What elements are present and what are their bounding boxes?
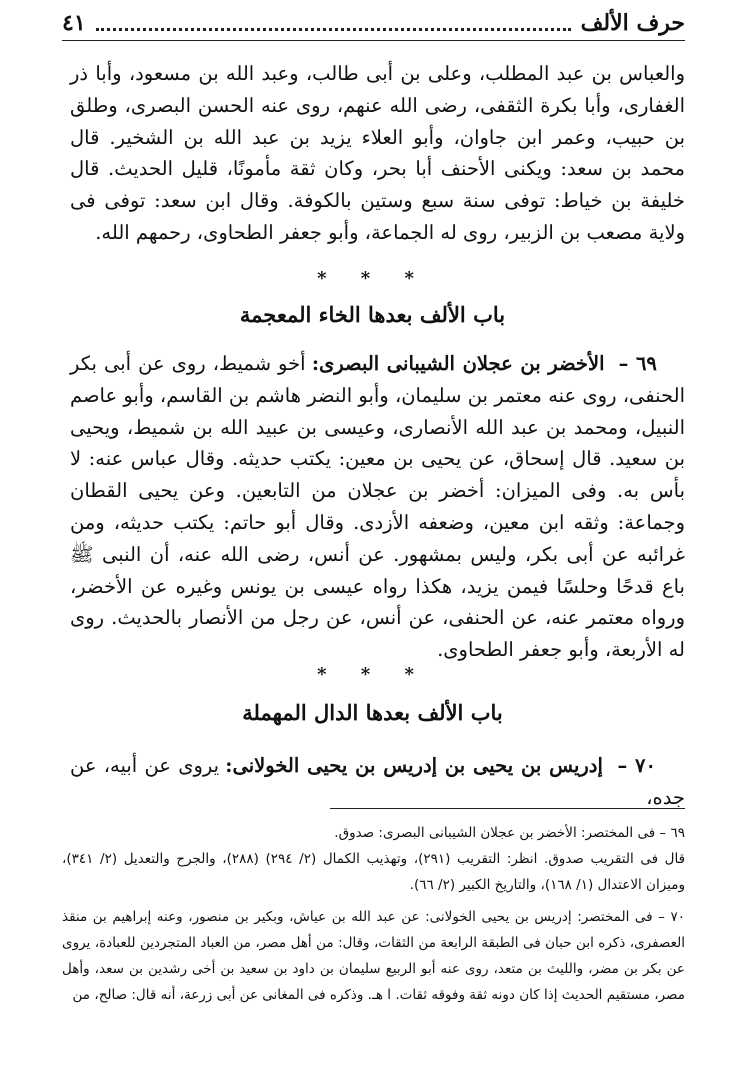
footnote-rule	[330, 808, 685, 809]
header-title: حرف الألف	[580, 10, 685, 36]
entry-name: إدريس بن يحيى بن إدريس بن يحيى الخولانى:	[225, 754, 603, 777]
section-separator: * * *	[317, 664, 428, 685]
page-number: ٤١	[62, 10, 86, 36]
entry-70	[70, 750, 685, 814]
header-rule	[62, 40, 685, 41]
entry-text: يروى عن أبيه، عن جده،	[70, 754, 685, 809]
entry-69	[70, 348, 685, 666]
header-dotted-leader	[96, 28, 571, 31]
footnotes	[62, 820, 685, 1014]
section-heading-kha: باب الألف بعدها الخاء المعجمة	[239, 302, 506, 327]
footnote-70	[62, 904, 685, 1008]
footnote-body: قال فى التقريب صدوق. انظر: التقريب (٢٩١)، وتهذيب الكمال (٢/ ٢٩٤) (٢٨٨)، والجرح والتعديل (٢/ ٣٤١)، وميزان الاعتدال (١/ ١٦٨)، والتاريخ الكبير (٢/ ٦٦).	[62, 851, 686, 893]
footnote-lead: ٦٩ – فى المختصر: الأخضر بن عجلان الشيبانى البصرى: صدوق.	[334, 825, 685, 841]
paragraph-continued: والعباس بن عبد المطلب، وعلى بن أبى طالب، وعبد الله بن مسعود، وأبا ذر الغفارى، وأبا بكرة الثقفى، رضى الله عنهم، روى عنه الحسن البصرى، وطلق بن حبيب، وعمر ابن جاوان، وأبو العلاء يزيد بن عبد الله بن الشخير. قال محمد بن سعد: ويكنى الأحنف أبا بحر، وكان ثقة مأمونًا، قليل الحديث. قال خليفة بن خياط: توفى سنة سبع وستين بالكوفة. وقال ابن سعد: توفى فى ولاية مصعب بن الزبير، روى له الجماعة، وأبو جعفر الطحاوى، رحمهم الله.	[70, 62, 685, 244]
section-heading-dal: باب الألف بعدها الدال المهملة	[242, 700, 503, 725]
running-header	[62, 6, 685, 40]
entry-text: أخو شميط، روى عن أبى بكر الحنفى، روى عنه معتمر بن سليمان، وأبو النضر هاشم بن القاسم، وأبو عاصم النبيل، ومحمد بن عبد الله الأنصارى، وعيسى بن عبيد الله بن شميط، ويحيى بن سعيد. قال إسحاق، عن يحيى بن معين: يكتب حديثه. وقال عباس عنه: لا بأس به. وفى الميزان: أخضر بن عجلان من التابعين. وعن يحيى القطان وجماعة: وثقه ابن معين، وضعفه الأزدى. وقال أبو حاتم: يكتب حديثه، ومن غرائبه عن أبى بكر، وليس بمشهور. عن أنس، رضى الله عنه، أن النبى ﷺ باع قدحًا وحلسًا فيمن يزيد، هكذا رواه عيسى بن يونس وغيره عن الأخضر، ورواه معتمر عنه، عن الحنفى، عن أنس، عن رجل من الأنصار بالحديث. روى له الأربعة، وأبو جعفر الطحاوى.	[70, 352, 685, 662]
footnote-lead: ٧٠ – فى المختصر: إدريس بن يحيى الخولانى: عن عبد الله بن عياش، وبكير بن منصور، وعنه إبراهيم بن منقذ العصفرى، ذكره ابن حبان فى الطبقة الرابعة من الثقات، وقال: من أهل مصر، من العباد المتجردين للعبادة، يروى عن بكر بن مضر، والليث بن متعد، روى عنه أبو الربيع سليمان بن داود بن سعيد بن أخى رشدين بن سعد، وأهل مصر، مستقيم الحديث إذا كان دونه ثقة وفوقه ثقات. ا هـ. وذكره فى المغانى عن أبى زرعة، أنه قال: صالح، من	[62, 909, 685, 1003]
footnote-69	[62, 820, 685, 898]
entry-name: الأخضر بن عجلان الشيبانى البصرى:	[311, 352, 605, 375]
entry-number: ٧٠ –	[617, 754, 656, 777]
entry-number: ٦٩ –	[618, 352, 657, 375]
section-separator: * * *	[317, 268, 428, 289]
